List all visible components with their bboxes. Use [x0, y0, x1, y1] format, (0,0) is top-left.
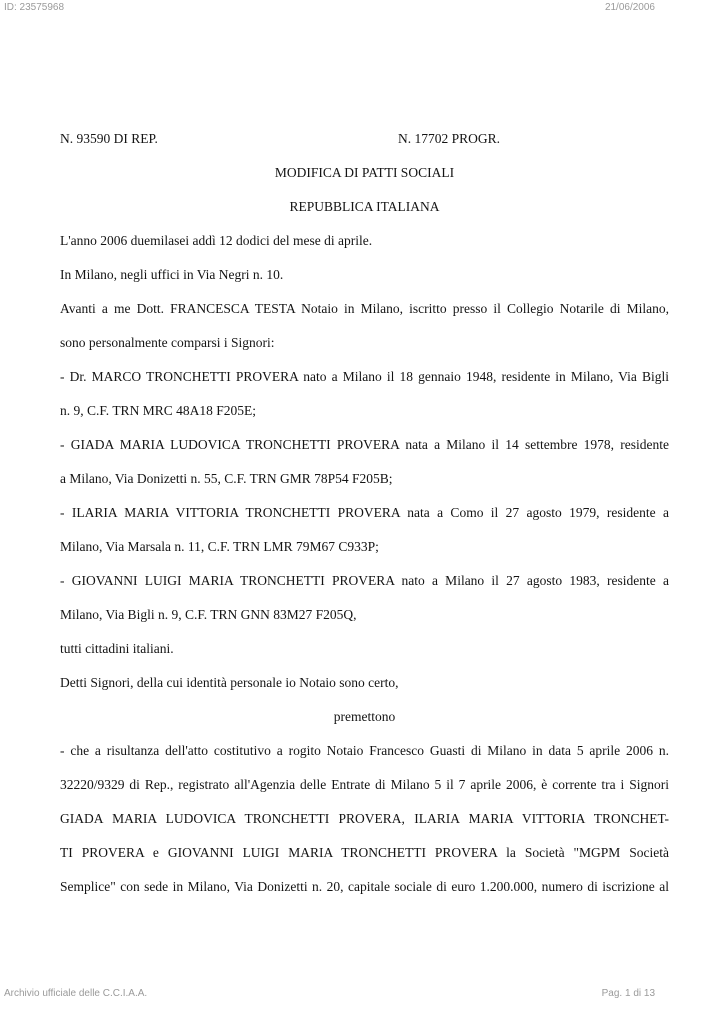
text-line: tutti cittadini italiani. — [60, 641, 174, 656]
document-id-label: ID: 23575968 — [4, 2, 65, 13]
text-line: a Milano, Via Donizetti n. 55, C.F. TRN GMR 78P54 F205B; — [60, 471, 393, 486]
repertorio-number: N. 93590 DI REP. — [60, 131, 158, 146]
text-line: n. 9, C.F. TRN MRC 48A18 F205E; — [60, 403, 256, 418]
text-line: Detti Signori, della cui identità personale io Notaio sono certo, — [60, 675, 399, 690]
archive-date-label: 21/06/2006 — [604, 2, 655, 13]
text-line: GIADA MARIA LUDOVICA TRONCHETTI PROVERA, ILARIA MARIA VITTORIA TRONCHET- — [60, 811, 669, 826]
progressive-number: N. 17702 PROGR. — [398, 131, 501, 146]
text-line: - ILARIA MARIA VITTORIA TRONCHETTI PROVERA nata a Como il 27 agosto 1979, residente a — [60, 505, 669, 520]
page-number-label: Pag. 1 di 13 — [601, 988, 655, 999]
text-line: L'anno 2006 duemilasei addì 12 dodici del mese di aprile. — [60, 233, 373, 248]
text-line: - che a risultanza dell'atto costitutivo a rogito Notaio Francesco Guasti di Milano in data 5 aprile 2006 n. — [60, 743, 669, 758]
premettono-heading: premettono — [333, 709, 396, 724]
document-title: MODIFICA DI PATTI SOCIALI — [274, 165, 455, 180]
archive-source-label: Archivio ufficiale delle C.C.I.A.A. — [4, 988, 148, 999]
text-line: Avanti a me Dott. FRANCESCA TESTA Notaio in Milano, iscritto presso il Collegio Notarile di Milano, — [60, 301, 669, 316]
text-line: TI PROVERA e GIOVANNI LUIGI MARIA TRONCHETTI PROVERA la Società "MGPM Società — [60, 845, 669, 860]
text-line: - Dr. MARCO TRONCHETTI PROVERA nato a Milano il 18 gennaio 1948, residente in Milano, Via Bigli — [60, 369, 669, 384]
text-line: - GIADA MARIA LUDOVICA TRONCHETTI PROVERA nata a Milano il 14 settembre 1978, residente — [60, 437, 669, 452]
text-line: Milano, Via Bigli n. 9, C.F. TRN GNN 83M27 F205Q, — [60, 607, 357, 622]
text-line: - GIOVANNI LUIGI MARIA TRONCHETTI PROVERA nato a Milano il 27 agosto 1983, residente a — [60, 573, 669, 588]
text-line: Milano, Via Marsala n. 11, C.F. TRN LMR 79M67 C933P; — [60, 539, 379, 554]
text-line: Semplice" con sede in Milano, Via Donizetti n. 20, capitale sociale di euro 1.200.000, numero di iscrizione al — [60, 879, 669, 894]
text-line: 32220/9329 di Rep., registrato all'Agenzia delle Entrate di Milano 5 il 7 aprile 2006, è corrente tra i Signori — [60, 777, 669, 792]
text-line: sono personalmente comparsi i Signori: — [60, 335, 275, 350]
document-subtitle: REPUBBLICA ITALIANA — [289, 199, 440, 214]
text-line: In Milano, negli uffici in Via Negri n. 10. — [60, 267, 284, 282]
